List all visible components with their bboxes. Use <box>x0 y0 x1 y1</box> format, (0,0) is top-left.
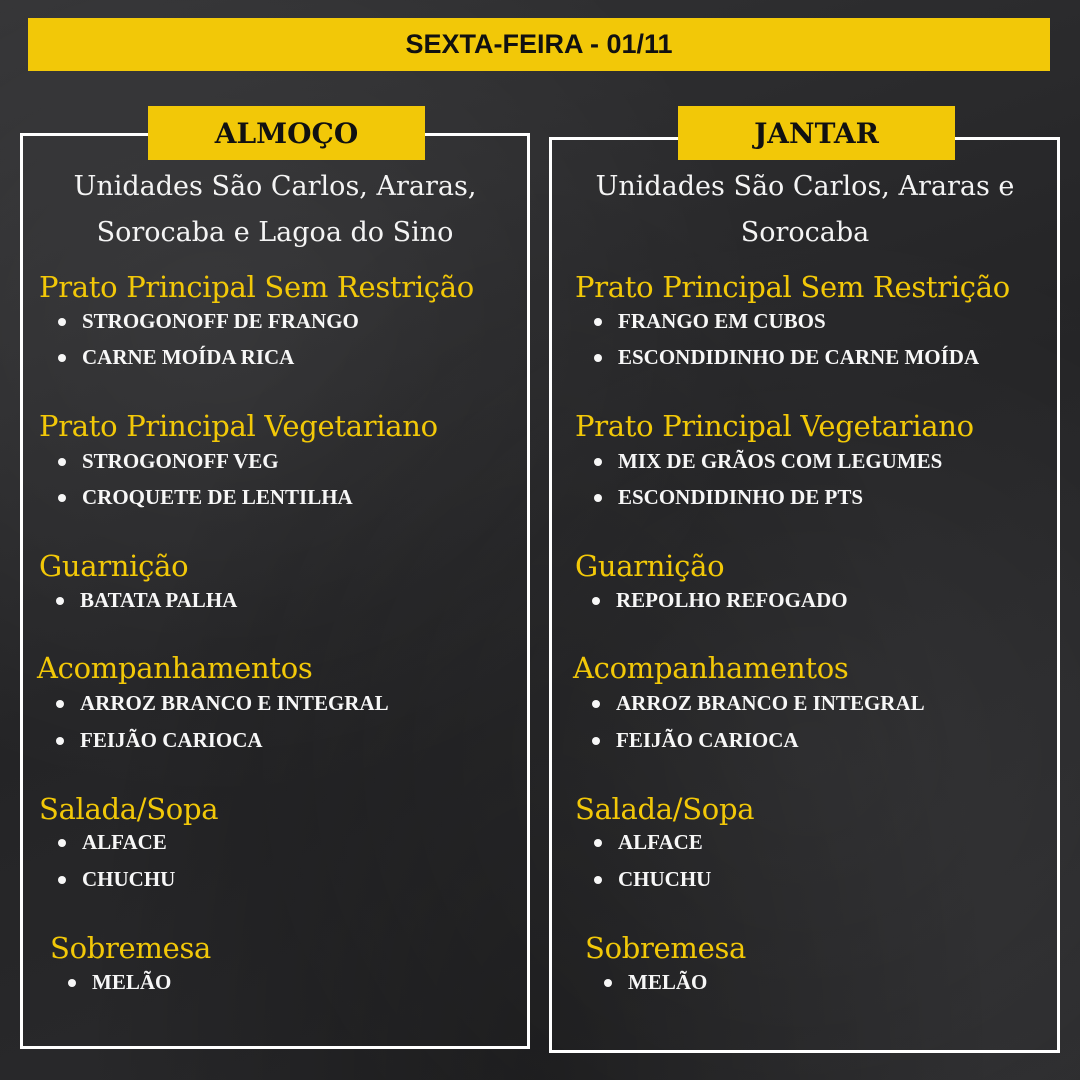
lunch-menu-item: CHUCHU <box>58 867 175 892</box>
dinner-menu-item: FRANGO EM CUBOS <box>594 309 826 334</box>
dinner-menu-item: MELÃO <box>604 970 707 995</box>
bullet-icon <box>58 354 66 362</box>
dinner-menu-item: ARROZ BRANCO E INTEGRAL <box>592 691 925 716</box>
lunch-tab <box>148 106 425 160</box>
bullet-icon <box>604 979 612 987</box>
dinner-section-title: Salada/Sopa <box>575 792 755 826</box>
bullet-icon <box>58 318 66 326</box>
bullet-icon <box>58 494 66 502</box>
bullet-icon <box>594 494 602 502</box>
dinner-label: JANTAR <box>754 116 879 150</box>
dinner-menu-item: ALFACE <box>594 830 703 855</box>
bullet-icon <box>58 839 66 847</box>
dinner-section-title: Prato Principal Vegetariano <box>575 409 974 443</box>
bullet-icon <box>594 318 602 326</box>
lunch-menu-item: FEIJÃO CARIOCA <box>56 728 263 753</box>
bullet-icon <box>58 876 66 884</box>
lunch-menu-item: ARROZ BRANCO E INTEGRAL <box>56 691 389 716</box>
bullet-icon <box>56 700 64 708</box>
bullet-icon <box>594 839 602 847</box>
dinner-tab <box>678 106 955 160</box>
dinner-units-line-1: Unidades São Carlos, Araras e <box>595 171 1015 202</box>
lunch-menu-item: BATATA PALHA <box>56 588 237 613</box>
lunch-units-line-1: Unidades São Carlos, Araras, <box>73 171 477 202</box>
bullet-icon <box>58 458 66 466</box>
dinner-units-line-2: Sorocaba <box>740 217 870 248</box>
bullet-icon <box>592 737 600 745</box>
bullet-icon <box>56 597 64 605</box>
bullet-icon <box>592 597 600 605</box>
lunch-section-title: Guarnição <box>39 549 189 583</box>
bullet-icon <box>56 737 64 745</box>
lunch-units <box>30 164 520 256</box>
bullet-icon <box>594 876 602 884</box>
lunch-label: ALMOÇO <box>214 116 359 150</box>
dinner-menu-item: ESCONDIDINHO DE CARNE MOÍDA <box>594 345 979 370</box>
lunch-menu-item: STROGONOFF DE FRANGO <box>58 309 359 334</box>
lunch-menu-item: MELÃO <box>68 970 171 995</box>
lunch-section-title: Acompanhamentos <box>37 651 313 685</box>
lunch-section-title: Sobremesa <box>50 931 212 965</box>
dinner-menu-item: FEIJÃO CARIOCA <box>592 728 799 753</box>
day-title-banner <box>28 18 1050 71</box>
dinner-section-title: Sobremesa <box>585 931 747 965</box>
lunch-units-line-2: Sorocaba e Lagoa do Sino <box>96 217 454 248</box>
lunch-section-title: Salada/Sopa <box>39 792 219 826</box>
bullet-icon <box>592 700 600 708</box>
bullet-icon <box>594 354 602 362</box>
dinner-section-title: Acompanhamentos <box>573 651 849 685</box>
bullet-icon <box>68 979 76 987</box>
dinner-section-title: Prato Principal Sem Restrição <box>575 270 1010 304</box>
dinner-menu-item: CHUCHU <box>594 867 711 892</box>
day-title: SEXTA-FEIRA - 01/11 <box>405 29 673 59</box>
lunch-section-title: Prato Principal Vegetariano <box>39 409 438 443</box>
lunch-menu-item: STROGONOFF VEG <box>58 449 279 474</box>
lunch-menu-item: ALFACE <box>58 830 167 855</box>
lunch-menu-item: CARNE MOÍDA RICA <box>58 345 294 370</box>
dinner-units <box>560 164 1050 256</box>
dinner-section-title: Guarnição <box>575 549 725 583</box>
dinner-menu-item: ESCONDIDINHO DE PTS <box>594 485 863 510</box>
lunch-section-title: Prato Principal Sem Restrição <box>39 270 474 304</box>
dinner-menu-item: MIX DE GRÃOS COM LEGUMES <box>594 449 942 474</box>
bullet-icon <box>594 458 602 466</box>
lunch-menu-item: CROQUETE DE LENTILHA <box>58 485 353 510</box>
dinner-menu-item: REPOLHO REFOGADO <box>592 588 848 613</box>
